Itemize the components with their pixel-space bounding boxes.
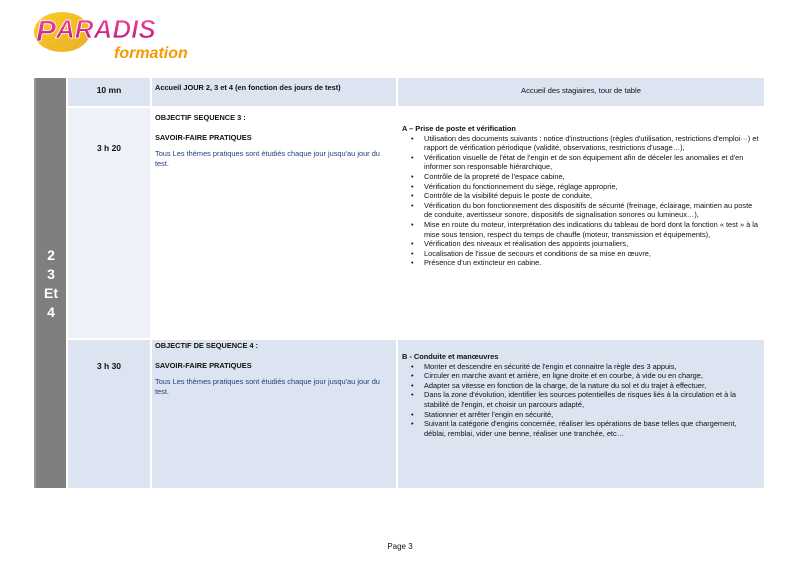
seq4-section-title: B - Conduite et manœuvres	[402, 352, 499, 361]
seq3-note: Tous Les thèmes pratiques sont étudiés chaque jour jusqu'au jour du test.	[155, 149, 380, 168]
list-item: • Stationner et arrêter l'engin en sécurité,	[424, 410, 760, 420]
header-description-cell	[398, 78, 764, 106]
list-item: • Contrôle de la propreté de l'espace cabine,	[424, 172, 760, 182]
seq3-item-list	[402, 134, 760, 268]
day-label-line: 2	[47, 247, 55, 263]
header-duration: 10 mn	[96, 85, 122, 95]
header-title: Accueil JOUR 2, 3 et 4 (en fonction des jours de test)	[155, 83, 341, 92]
day-label-line: Et	[44, 285, 58, 301]
seq3-duration-cell	[68, 108, 150, 338]
day-label-line: 4	[47, 304, 55, 320]
seq3-info-cell	[152, 108, 396, 338]
seq4-skill: SAVOIR-FAIRE PRATIQUES	[155, 360, 252, 370]
seq3-content-cell	[398, 108, 764, 338]
seq3-objective: OBJECTIF SEQUENCE 3 :	[155, 113, 246, 122]
list-item: • Circuler en marche avant et arrière, en ligne droite et en courbe, à vide ou en charge,	[424, 371, 760, 381]
seq3-skill: SAVOIR-FAIRE PRATIQUES	[155, 132, 252, 142]
seq4-info-cell	[152, 340, 396, 488]
page-number: Page 3	[387, 542, 413, 551]
day-column	[34, 78, 66, 488]
list-item: • Monter et descendre en sécurité de l'engin et connaitre la règle des 3 appuis,	[424, 362, 760, 372]
day-label-line: 3	[47, 266, 55, 282]
seq4-duration: 3 h 30	[96, 361, 122, 371]
list-item: • Contrôle de la visibilité depuis le poste de conduite,	[424, 191, 760, 201]
seq4-note: Tous Les thèmes pratiques sont étudiés chaque jour jusqu'au jour du test.	[155, 377, 380, 396]
list-item: • Vérification du bon fonctionnement des dispositifs de sécurité (freinage, éclairage, maintien au poste de conduite, avertisseur sonore, dispositifs de signalisation sonores ou lumineux…),	[424, 201, 760, 220]
day-label	[36, 246, 66, 322]
seq4-duration-cell	[68, 340, 150, 488]
list-item: • Vérification visuelle de l'état de l'engin et de son équipement afin de déceler les anomalies et d'en informer son responsable hiérarchique,	[424, 153, 760, 172]
list-item: • Localisation de l'issue de secours et conditions de sa mise en œuvre,	[424, 249, 760, 259]
svg-text:P: P	[36, 15, 57, 48]
list-item: • Mise en route du moteur, interprétation des indications du tableau de bord dont la fonction « test » à la mise sous tension, respect du temps de chauffe (moteur, transmission et équipements),	[424, 220, 760, 239]
svg-text:formation: formation	[114, 45, 188, 62]
paradis-formation-logo	[22, 8, 212, 66]
header-duration-cell	[68, 78, 150, 106]
list-item: • Suivant la catégorie d'engins concernée, réaliser les opérations de base telles que chargement, déblai, remblai, vider une benne, réaliser une tranchée, etc…	[424, 419, 760, 438]
seq4-objective: OBJECTIF DE SEQUENCE 4 :	[155, 341, 259, 350]
seq4-content-cell	[398, 340, 764, 488]
seq3-duration: 3 h 20	[96, 143, 122, 153]
list-item: • Adapter sa vitesse en fonction de la charge, de la nature du sol et du trajet à effectuer,	[424, 381, 760, 391]
list-item: • Vérification du fonctionnement du siège, réglage approprie,	[424, 182, 760, 192]
list-item: • Dans la zone d'évolution, identifier les sources potentielles de risques liés à la circulation et à la stabilité de l'engin, et choisir un parcours adapté,	[424, 390, 760, 409]
svg-text:ARADIS: ARADIS	[56, 14, 156, 44]
list-item: • Vérification des niveaux et réalisation des appoints journaliers,	[424, 239, 760, 249]
header-description: Accueil des stagiaires, tour de table	[521, 86, 641, 95]
seq3-section-title: A – Prise de poste et vérification	[402, 124, 516, 133]
list-item: • Présence d'un extincteur en cabine.	[424, 258, 760, 268]
header-title-cell	[152, 78, 396, 106]
seq4-item-list	[402, 362, 760, 439]
list-item: • Utilisation des documents suivants : notice d'instructions (règles d'utilisation, restrictions d'emploi···) et rapport de vérification périodique (validité, observations, restrictions d'usage…),	[424, 134, 760, 153]
